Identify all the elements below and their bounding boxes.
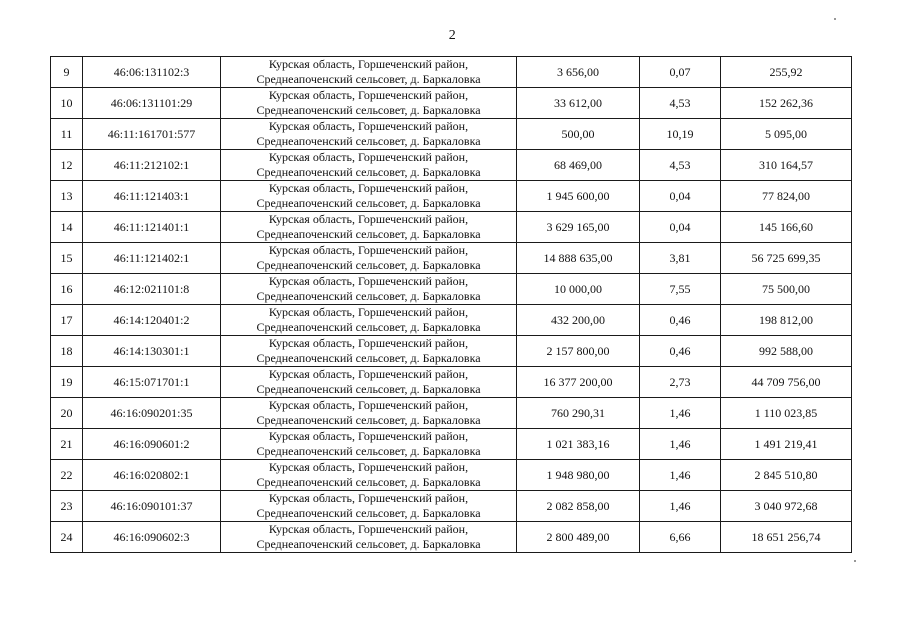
address-cell [221, 212, 517, 243]
area-cell: 1 021 383,16 [517, 429, 640, 460]
address-cell [221, 150, 517, 181]
address-line-locality: Среднеапоченский сельсовет, д. Баркаловка [256, 444, 481, 458]
cadastral-number-cell: 46:16:020802:1 [83, 460, 221, 491]
value-cell: 1 110 023,85 [721, 398, 852, 429]
area-cell: 2 082 858,00 [517, 491, 640, 522]
rate-cell: 6,66 [640, 522, 721, 553]
cadastral-number-cell: 46:16:090602:3 [83, 522, 221, 553]
table-row [51, 429, 852, 460]
row-number-cell: 14 [51, 212, 83, 243]
address-line-locality: Среднеапоченский сельсовет, д. Баркаловка [256, 413, 481, 427]
table-row [51, 212, 852, 243]
address-line-region: Курская область, Горшеченский район, [268, 522, 469, 536]
address-line-region: Курская область, Горшеченский район, [268, 119, 469, 133]
value-cell: 1 491 219,41 [721, 429, 852, 460]
parcels-table-body [51, 57, 852, 553]
table-row [51, 398, 852, 429]
cadastral-number-cell: 46:06:131102:3 [83, 57, 221, 88]
value-cell: 255,92 [721, 57, 852, 88]
rate-cell: 0,46 [640, 336, 721, 367]
value-cell: 3 040 972,68 [721, 491, 852, 522]
table-row [51, 522, 852, 553]
address-line-region: Курская область, Горшеченский район, [268, 243, 469, 257]
scan-speck [854, 560, 856, 562]
address-line-locality: Среднеапоченский сельсовет, д. Баркаловка [256, 103, 481, 117]
area-cell: 500,00 [517, 119, 640, 150]
address-line-region: Курская область, Горшеченский район, [268, 336, 469, 350]
value-cell: 56 725 699,35 [721, 243, 852, 274]
rate-cell: 2,73 [640, 367, 721, 398]
area-cell: 2 800 489,00 [517, 522, 640, 553]
address-cell [221, 367, 517, 398]
table-row [51, 460, 852, 491]
address-line-locality: Среднеапоченский сельсовет, д. Баркаловка [256, 351, 481, 365]
address-cell [221, 460, 517, 491]
rate-cell: 0,46 [640, 305, 721, 336]
table-row [51, 305, 852, 336]
cadastral-number-cell: 46:14:130301:1 [83, 336, 221, 367]
value-cell: 310 164,57 [721, 150, 852, 181]
value-cell: 75 500,00 [721, 274, 852, 305]
value-cell: 2 845 510,80 [721, 460, 852, 491]
address-cell [221, 119, 517, 150]
address-line-locality: Среднеапоченский сельсовет, д. Баркаловка [256, 537, 481, 551]
row-number-cell: 12 [51, 150, 83, 181]
address-line-region: Курская область, Горшеченский район, [268, 150, 469, 164]
row-number-cell: 21 [51, 429, 83, 460]
address-line-region: Курская область, Горшеченский район, [268, 305, 469, 319]
table-row [51, 181, 852, 212]
value-cell: 198 812,00 [721, 305, 852, 336]
area-cell: 3 629 165,00 [517, 212, 640, 243]
rate-cell: 0,04 [640, 212, 721, 243]
area-cell: 2 157 800,00 [517, 336, 640, 367]
rate-cell: 10,19 [640, 119, 721, 150]
address-line-region: Курская область, Горшеченский район, [268, 429, 469, 443]
cadastral-number-cell: 46:15:071701:1 [83, 367, 221, 398]
address-cell [221, 305, 517, 336]
address-line-locality: Среднеапоченский сельсовет, д. Баркаловка [256, 475, 481, 489]
cadastral-number-cell: 46:16:090101:37 [83, 491, 221, 522]
address-cell [221, 491, 517, 522]
value-cell: 18 651 256,74 [721, 522, 852, 553]
table-row [51, 367, 852, 398]
row-number-cell: 19 [51, 367, 83, 398]
address-line-locality: Среднеапоченский сельсовет, д. Баркаловка [256, 134, 481, 148]
address-cell [221, 181, 517, 212]
address-line-region: Курская область, Горшеченский район, [268, 181, 469, 195]
value-cell: 145 166,60 [721, 212, 852, 243]
address-cell [221, 274, 517, 305]
area-cell: 16 377 200,00 [517, 367, 640, 398]
rate-cell: 0,04 [640, 181, 721, 212]
address-line-region: Курская область, Горшеченский район, [268, 57, 469, 71]
table-row [51, 336, 852, 367]
cadastral-number-cell: 46:16:090601:2 [83, 429, 221, 460]
area-cell: 1 945 600,00 [517, 181, 640, 212]
address-line-locality: Среднеапоченский сельсовет, д. Баркаловка [256, 382, 481, 396]
rate-cell: 4,53 [640, 88, 721, 119]
address-cell [221, 522, 517, 553]
rate-cell: 1,46 [640, 491, 721, 522]
cadastral-number-cell: 46:16:090201:35 [83, 398, 221, 429]
cadastral-number-cell: 46:11:161701:577 [83, 119, 221, 150]
row-number-cell: 11 [51, 119, 83, 150]
address-line-locality: Среднеапоченский сельсовет, д. Баркаловка [256, 196, 481, 210]
value-cell: 44 709 756,00 [721, 367, 852, 398]
table-row [51, 150, 852, 181]
address-cell [221, 57, 517, 88]
page-number: 2 [448, 28, 457, 43]
address-line-locality: Среднеапоченский сельсовет, д. Баркаловка [256, 289, 481, 303]
cadastral-number-cell: 46:14:120401:2 [83, 305, 221, 336]
rate-cell: 3,81 [640, 243, 721, 274]
table-row [51, 243, 852, 274]
address-line-locality: Среднеапоченский сельсовет, д. Баркаловка [256, 72, 481, 86]
rate-cell: 1,46 [640, 460, 721, 491]
scan-speck [834, 18, 836, 20]
row-number-cell: 18 [51, 336, 83, 367]
table-row [51, 274, 852, 305]
row-number-cell: 10 [51, 88, 83, 119]
cadastral-number-cell: 46:12:021101:8 [83, 274, 221, 305]
rate-cell: 7,55 [640, 274, 721, 305]
rate-cell: 1,46 [640, 429, 721, 460]
rate-cell: 4,53 [640, 150, 721, 181]
row-number-cell: 24 [51, 522, 83, 553]
rate-cell: 1,46 [640, 398, 721, 429]
area-cell: 1 948 980,00 [517, 460, 640, 491]
address-line-region: Курская область, Горшеченский район, [268, 367, 469, 381]
address-line-region: Курская область, Горшеченский район, [268, 212, 469, 226]
address-line-locality: Среднеапоченский сельсовет, д. Баркаловка [256, 320, 481, 334]
address-line-region: Курская область, Горшеченский район, [268, 88, 469, 102]
address-cell [221, 243, 517, 274]
row-number-cell: 23 [51, 491, 83, 522]
area-cell: 3 656,00 [517, 57, 640, 88]
area-cell: 10 000,00 [517, 274, 640, 305]
area-cell: 33 612,00 [517, 88, 640, 119]
address-line-region: Курская область, Горшеченский район, [268, 398, 469, 412]
address-line-locality: Среднеапоченский сельсовет, д. Баркаловка [256, 506, 481, 520]
value-cell: 152 262,36 [721, 88, 852, 119]
row-number-cell: 9 [51, 57, 83, 88]
table-row [51, 491, 852, 522]
value-cell: 77 824,00 [721, 181, 852, 212]
address-line-locality: Среднеапоченский сельсовет, д. Баркаловка [256, 227, 481, 241]
address-line-region: Курская область, Горшеченский район, [268, 460, 469, 474]
cadastral-number-cell: 46:11:121402:1 [83, 243, 221, 274]
row-number-cell: 15 [51, 243, 83, 274]
row-number-cell: 13 [51, 181, 83, 212]
address-cell [221, 88, 517, 119]
table-row [51, 88, 852, 119]
area-cell: 432 200,00 [517, 305, 640, 336]
address-cell [221, 429, 517, 460]
table-row [51, 57, 852, 88]
cadastral-number-cell: 46:11:212102:1 [83, 150, 221, 181]
area-cell: 14 888 635,00 [517, 243, 640, 274]
address-line-locality: Среднеапоченский сельсовет, д. Баркаловка [256, 258, 481, 272]
row-number-cell: 20 [51, 398, 83, 429]
parcels-table [50, 56, 852, 553]
table-row [51, 119, 852, 150]
address-line-region: Курская область, Горшеченский район, [268, 491, 469, 505]
address-line-locality: Среднеапоченский сельсовет, д. Баркаловка [256, 165, 481, 179]
row-number-cell: 16 [51, 274, 83, 305]
address-cell [221, 398, 517, 429]
rate-cell: 0,07 [640, 57, 721, 88]
address-line-region: Курская область, Горшеченский район, [268, 274, 469, 288]
value-cell: 5 095,00 [721, 119, 852, 150]
row-number-cell: 22 [51, 460, 83, 491]
cadastral-number-cell: 46:11:121401:1 [83, 212, 221, 243]
address-cell [221, 336, 517, 367]
row-number-cell: 17 [51, 305, 83, 336]
cadastral-number-cell: 46:11:121403:1 [83, 181, 221, 212]
area-cell: 760 290,31 [517, 398, 640, 429]
cadastral-number-cell: 46:06:131101:29 [83, 88, 221, 119]
value-cell: 992 588,00 [721, 336, 852, 367]
area-cell: 68 469,00 [517, 150, 640, 181]
